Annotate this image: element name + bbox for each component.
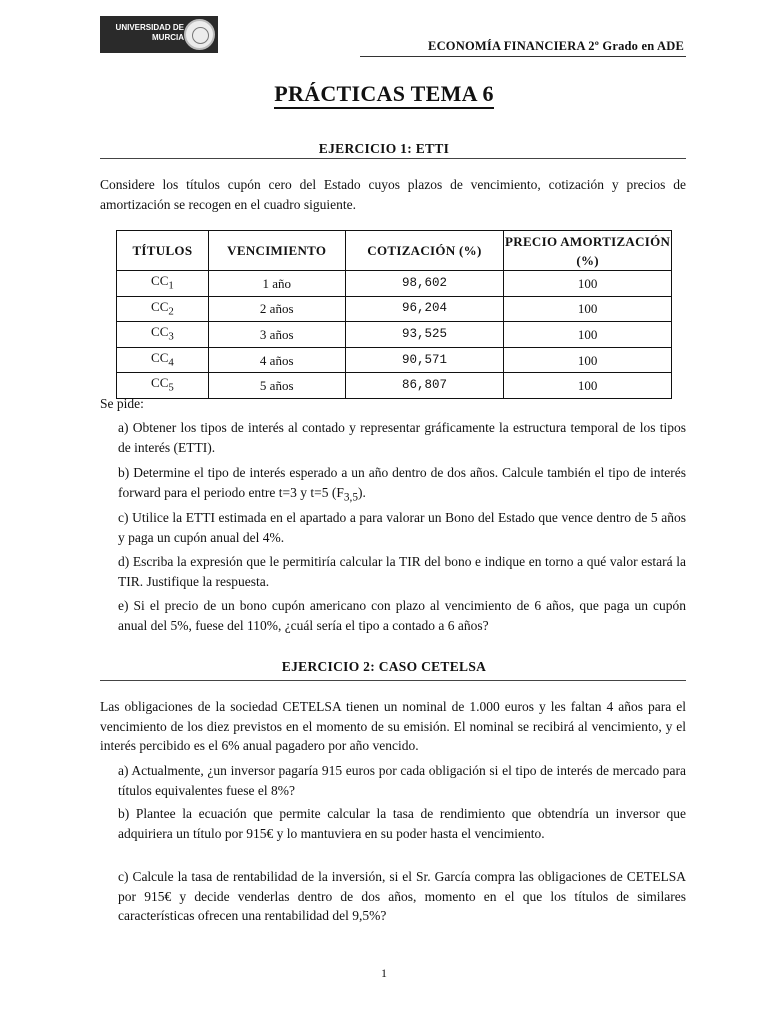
page-number: 1 <box>381 966 387 980</box>
cell-cotizacion: 90,571 <box>345 347 504 373</box>
exercise-1-item-c: c) Utilice la ETTI estimada en el apartado a para valorar un Bono del Estado que vence dentro de 5 años y paga un cupón anual del 4%. <box>118 510 686 545</box>
table-row <box>117 322 672 348</box>
cell-cotizacion: 86,807 <box>345 373 504 399</box>
cell-titulo: $CC_1$ <box>117 271 209 297</box>
exercise-1-item-b: b) Determine el tipo de interés esperado a un año dentro de dos años. Calcule también el tipo de interés forward para el periodo entre t=3 y t=5 $(F_{3,5})$. <box>118 465 686 504</box>
table-row <box>117 271 672 297</box>
cell-vencimiento: 4 años <box>208 347 345 373</box>
logo-text <box>108 23 184 43</box>
table-row <box>117 347 672 373</box>
cell-precio: 100 <box>504 296 672 322</box>
table-header-row <box>117 231 672 271</box>
logo-line-1: UNIVERSIDAD DE <box>115 23 184 32</box>
cell-vencimiento: 3 años <box>208 322 345 348</box>
cell-precio: 100 <box>504 322 672 348</box>
course-header: ECONOMÍA FINANCIERA 2º Grado en ADE <box>428 39 684 53</box>
col-header-cotizacion: COTIZACIÓN (%) <box>345 231 504 271</box>
page-title <box>0 81 768 107</box>
logo-line-2: MURCIA <box>152 33 184 42</box>
exercise-1-item-e: e) Si el precio de un bono cupón americano con plazo al vencimiento de 6 años, que paga un cupón anual del 5%, fuese del 110%, ¿cuál sería el tipo a contado a 6 años? <box>118 598 686 633</box>
cell-cotizacion: 93,525 <box>345 322 504 348</box>
exercise-1-item-a: a) Obtener los tipos de interés al contado y representar gráficamente la estructura temporal de los tipos de interés (ETTI). <box>118 420 686 455</box>
university-seal-icon <box>184 19 215 50</box>
cell-vencimiento: 5 años <box>208 373 345 399</box>
exercise-2-rule <box>100 680 686 681</box>
cell-vencimiento: 1 año <box>208 271 345 297</box>
cell-precio: 100 <box>504 271 672 297</box>
cell-titulo: $CC_3$ <box>117 322 209 348</box>
exercise-1-rule <box>100 158 686 159</box>
university-logo <box>100 16 218 53</box>
col-header-precio: PRECIO AMORTIZACIÓN (%) <box>504 231 672 271</box>
exercise-2-item-b: b) Plantee la ecuación que permite calcular la tasa de rendimiento que obtendría un inversor que adquiriera un título por 915€ y lo mantuviera en su poder hasta el vencimiento. <box>118 806 686 841</box>
se-pide-label: Se pide: <box>100 396 144 411</box>
exercise-2-item-a: a) Actualmente, ¿un inversor pagaría 915 euros por cada obligación si el tipo de interés de mercado para títulos equivalentes fuese el 8%? <box>118 763 686 798</box>
exercise-1-intro: Considere los títulos cupón cero del Estado cuyos plazos de vencimiento, cotización y precios de amortización se recogen en el cuadro siguiente. <box>100 177 686 212</box>
page-title-text: PRÁCTICAS TEMA 6 <box>274 81 494 109</box>
cell-titulo: $CC_4$ <box>117 347 209 373</box>
table-row <box>117 296 672 322</box>
bond-table <box>116 230 672 399</box>
cell-precio: 100 <box>504 347 672 373</box>
exercise-2-intro: Las obligaciones de la sociedad CETELSA tienen un nominal de 1.000 euros y les faltan 4 años para el vencimiento de los diez previstos en el momento de su emisión. El nominal se recibirá al vencimiento, y el interés percibido es el 6% anual pagadero por año vencido. <box>100 699 686 753</box>
col-header-vencimiento: VENCIMIENTO <box>208 231 345 271</box>
cell-cotizacion: 98,602 <box>345 271 504 297</box>
cell-cotizacion: 96,204 <box>345 296 504 322</box>
header-rule <box>360 56 686 57</box>
col-header-titulos: TÍTULOS <box>117 231 209 271</box>
exercise-2-title: EJERCICIO 2: CASO CETELSA <box>281 659 487 674</box>
cell-vencimiento: 2 años <box>208 296 345 322</box>
exercise-1-title: EJERCICIO 1: ETTI <box>318 141 450 156</box>
cell-precio: 100 <box>504 373 672 399</box>
cell-titulo: $CC_5$ <box>117 373 209 399</box>
exercise-1-item-d: d) Escriba la expresión que le permitiría calcular la TIR del bono e indique en torno a qué valor estará la TIR. Justifique la respuesta. <box>118 554 686 589</box>
cell-titulo: $CC_2$ <box>117 296 209 322</box>
exercise-2-item-c: c) Calcule la tasa de rentabilidad de la inversión, si el Sr. García compra las obligaciones de CETELSA por 915€ y decide venderlas dentro de dos años, momento en el que los títulos de similares características ofrecen una rentabilidad del 9,5%? <box>118 869 686 923</box>
